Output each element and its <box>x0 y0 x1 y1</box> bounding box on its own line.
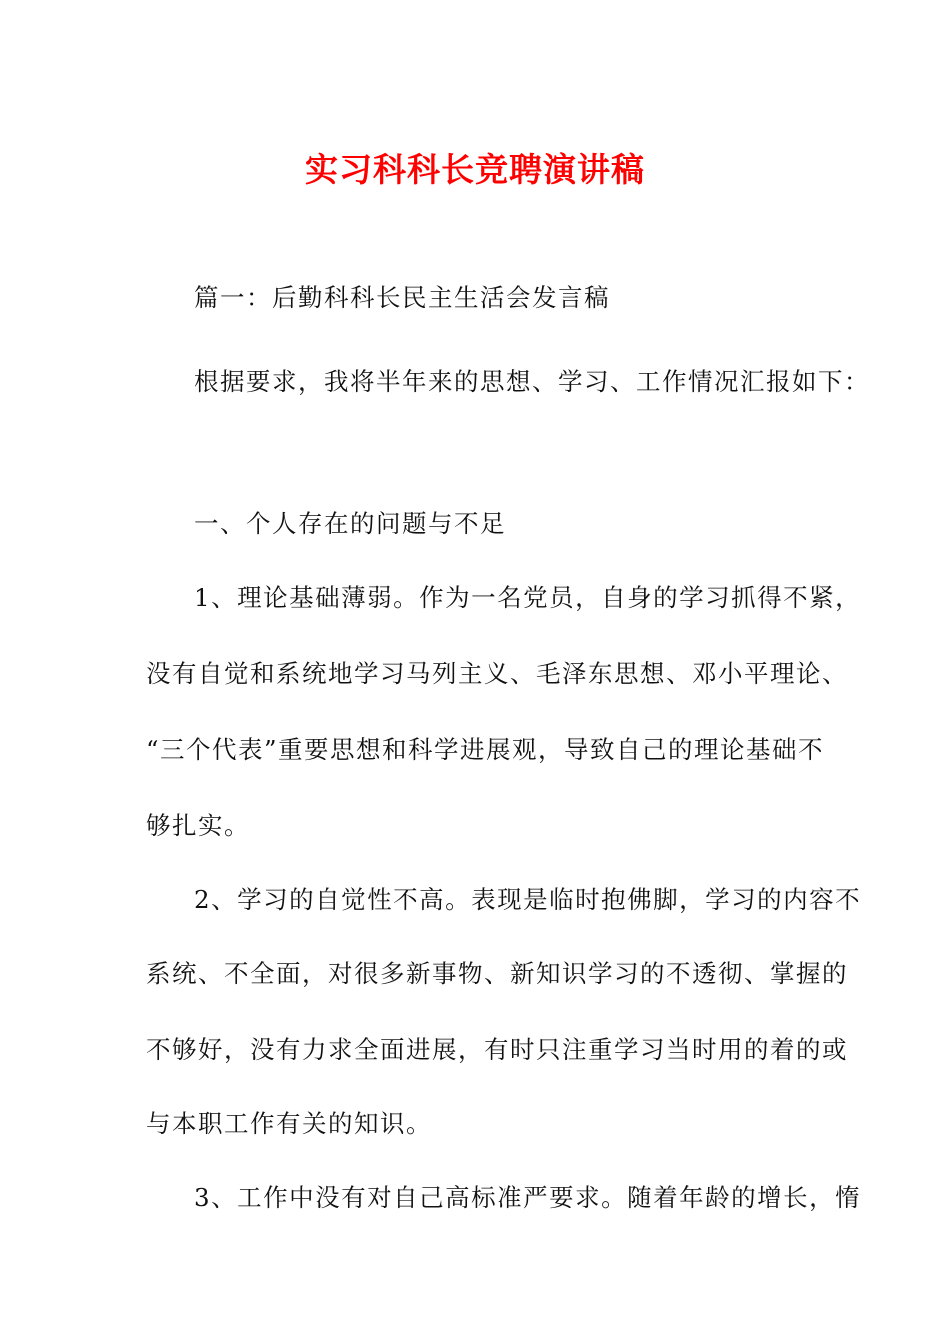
paragraph-line: 不够好，没有力求全面进展，有时只注重学习当时用的着的或 <box>146 1035 848 1064</box>
section-heading-problems: 一、个人存在的问题与不足 <box>194 509 506 538</box>
paragraph-intro: 根据要求，我将半年来的思想、学习、工作情况汇报如下： <box>194 367 870 396</box>
paragraph-line: 系统、不全面，对很多新事物、新知识学习的不透彻、掌握的 <box>146 959 848 988</box>
paragraph-line: “三个代表”重要思想和科学进展观，导致自己的理论基础不 <box>146 735 825 764</box>
paragraph-line: 1、理论基础薄弱。作为一名党员，自身的学习抓得不紧， <box>194 583 862 612</box>
paragraph-line: 没有自觉和系统地学习马列主义、毛泽东思想、邓小平理论、 <box>146 659 848 688</box>
section-heading-chapter-one: 篇一：后勤科科长民主生活会发言稿 <box>194 283 610 312</box>
paragraph-line: 够扎实。 <box>146 811 250 840</box>
paragraph-line: 2、学习的自觉性不高。表现是临时抱佛脚，学习的内容不 <box>194 885 862 914</box>
paragraph-line: 与本职工作有关的知识。 <box>146 1109 432 1138</box>
document-title: 实习科科长竞聘演讲稿 <box>305 150 645 189</box>
paragraph-line: 3、工作中没有对自己高标准严要求。随着年龄的增长，惰 <box>194 1183 862 1212</box>
